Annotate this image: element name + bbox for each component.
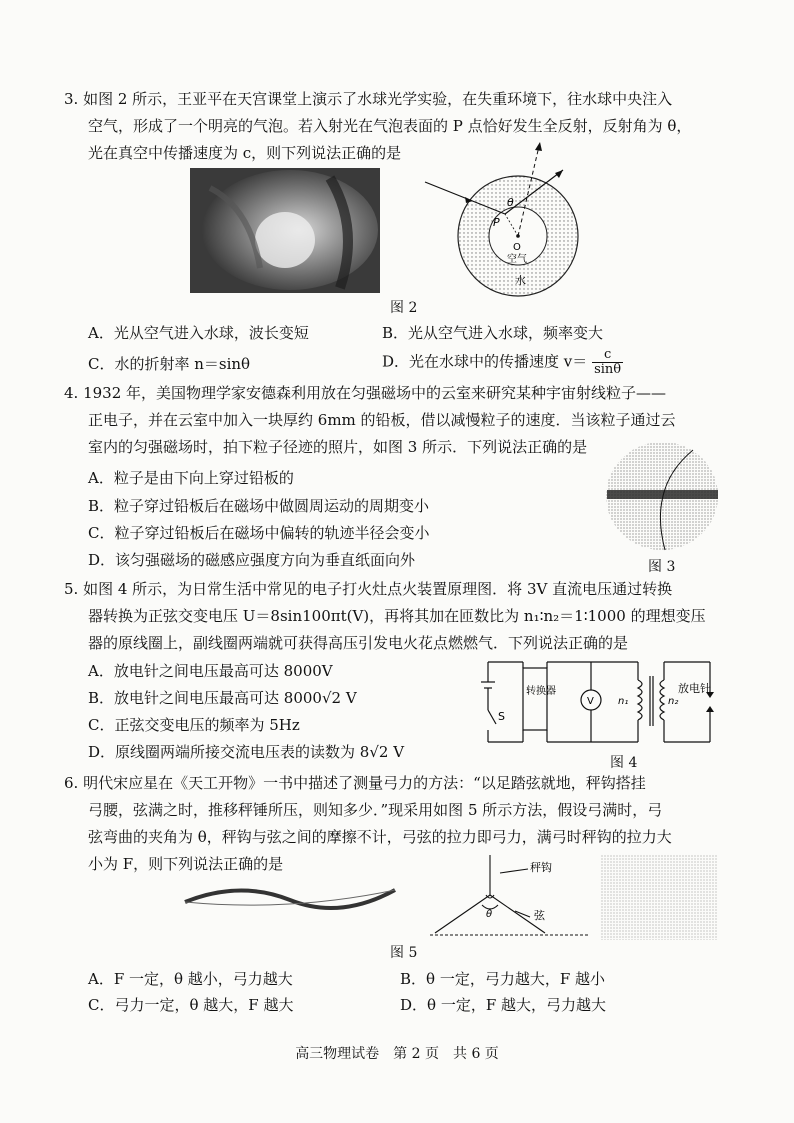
- q6-option-b: B．θ 一定，弓力越大，F 越小: [400, 970, 605, 988]
- q3-option-a: A．光从空气进入水球，波长变短: [88, 324, 309, 342]
- bow-photo: [180, 880, 400, 925]
- question-4-line-1: 4. 1932 年，美国物理学家安德森利用放在匀强磁场中的云室来研究某种宇宙射线粒子——: [64, 384, 667, 402]
- question-5: [64, 576, 724, 657]
- point-p-label: P: [493, 216, 500, 229]
- bow-hook-diagram: [430, 855, 720, 945]
- question-number: 6.: [64, 774, 79, 792]
- q4-option-c: C．粒子穿过铅板后在磁场中偏转的轨迹半径会变小: [88, 524, 430, 542]
- q6-option-a: A．F 一定，θ 越小，弓力越大: [88, 970, 293, 988]
- figure-2-caption: 图 2: [390, 300, 418, 316]
- water-ball-diagram: [415, 140, 595, 300]
- q6-option-c: C．弓力一定，θ 越大，F 越大: [88, 996, 294, 1014]
- figure-5-caption: 图 5: [390, 945, 418, 961]
- figure-3-caption: 图 3: [648, 559, 676, 575]
- question-6-line-3: 弦弯曲的夹角为 θ，秤钩与弦之间的摩擦不计，弓弦的拉力即弓力，满弓时秤钩的拉力大: [88, 828, 672, 846]
- question-3: [64, 86, 724, 167]
- n2-label: n₂: [668, 696, 679, 707]
- q5-option-a: A．放电针之间电压最高可达 8000V: [88, 662, 333, 680]
- cloud-chamber-photo: [605, 440, 720, 552]
- q5-option-d: D．原线圈两端所接交流电压表的读数为 8√2 V: [88, 743, 405, 761]
- question-3-line-3: 光在真空中传播速度为 c，则下列说法正确的是: [88, 144, 402, 162]
- bow-angle-label: θ: [486, 909, 493, 920]
- q4-option-d: D．该匀强磁场的磁感应强度方向为垂直纸面向外: [88, 551, 416, 569]
- hook-label: 秤钩: [530, 861, 552, 874]
- question-3-line-2: 空气，形成了一个明亮的气泡。若入射光在气泡表面的 P 点恰好发生全反射，反射角为 θ，: [88, 117, 692, 135]
- question-5-line-1: 5. 如图 4 所示，为日常生活中常见的电子打火灶点火装置原理图．将 3V 直流电压通过转换: [64, 580, 673, 598]
- question-4-line-2: 正电子，并在云室中加入一块厚约 6mm 的铅板，借以减慢粒子的速度．当该粒子通过云: [88, 411, 676, 429]
- question-4-line-3: 室内的匀强磁场时，拍下粒子径迹的照片，如图 3 所示．下列说法正确的是: [88, 438, 588, 456]
- switch-label: S: [498, 710, 505, 723]
- water-ball-photo: [190, 168, 380, 293]
- angle-theta-label: θ: [507, 196, 514, 209]
- q5-option-b: B．放电针之间电压最高可达 8000√2 V: [88, 689, 357, 707]
- converter-label: 转换器: [526, 686, 556, 697]
- page-footer: 高三物理试卷 第 2 页 共 6 页: [295, 1046, 499, 1062]
- air-label: 空气: [507, 254, 527, 265]
- q3-option-b: B．光从空气进入水球，频率变大: [382, 324, 604, 342]
- question-5-line-3: 器的原线圈上，副线圈两端就可获得高压引发电火花点燃燃气．下列说法正确的是: [88, 634, 629, 652]
- n1-label: n₁: [618, 696, 629, 707]
- speed-fraction: $\frac{c}{\sin\theta}$: [594, 347, 622, 377]
- voltmeter-label: V: [587, 696, 594, 707]
- question-number: 5.: [64, 580, 79, 598]
- question-3-line-1: 3. 如图 2 所示，王亚平在天宫课堂上演示了水球光学实验，在失重环境下，往水球中央注入: [64, 90, 673, 108]
- center-o-label: O: [513, 242, 521, 253]
- figure-4-caption: 图 4: [610, 755, 638, 771]
- water-label: 水: [515, 274, 526, 287]
- q4-option-a: A．粒子是由下向上穿过铅板的: [88, 469, 294, 487]
- string-label: 弦: [534, 909, 545, 922]
- q4-option-b: B．粒子穿过铅板后在磁场中做圆周运动的周期变小: [88, 497, 430, 515]
- question-6-line-2: 弓腰，弦满之时，推移秤锤所压，则知多少．”现采用如图 5 所示方法，假设弓满时，弓: [88, 801, 663, 819]
- q3-option-c: C．水的折射率 n＝sinθ: [88, 355, 251, 373]
- igniter-circuit-diagram: [478, 654, 718, 750]
- question-number: 4.: [64, 384, 79, 402]
- q5-option-c: C．正弦交变电压的频率为 5Hz: [88, 716, 300, 734]
- question-5-line-2: 器转换为正弦交变电压 U＝8sin100πt(V)，再将其加在匝数比为 n₁∶n₂＝1∶1000 的理想变压: [88, 607, 706, 625]
- needle-label: 放电针: [678, 682, 711, 695]
- question-6-line-4: 小为 F，则下列说法正确的是: [88, 855, 284, 873]
- q3-option-d: D．光在水球中的传播速度 v＝ $\frac{c}{\sin\theta}$: [382, 347, 622, 377]
- q6-option-d: D．θ 一定，F 越大，弓力越大: [400, 996, 607, 1014]
- question-number: 3.: [64, 90, 79, 108]
- question-6-line-1: 6. 明代宋应星在《天工开物》一书中描述了测量弓力的方法：“以足踏弦就地，秤钩搭挂: [64, 774, 646, 792]
